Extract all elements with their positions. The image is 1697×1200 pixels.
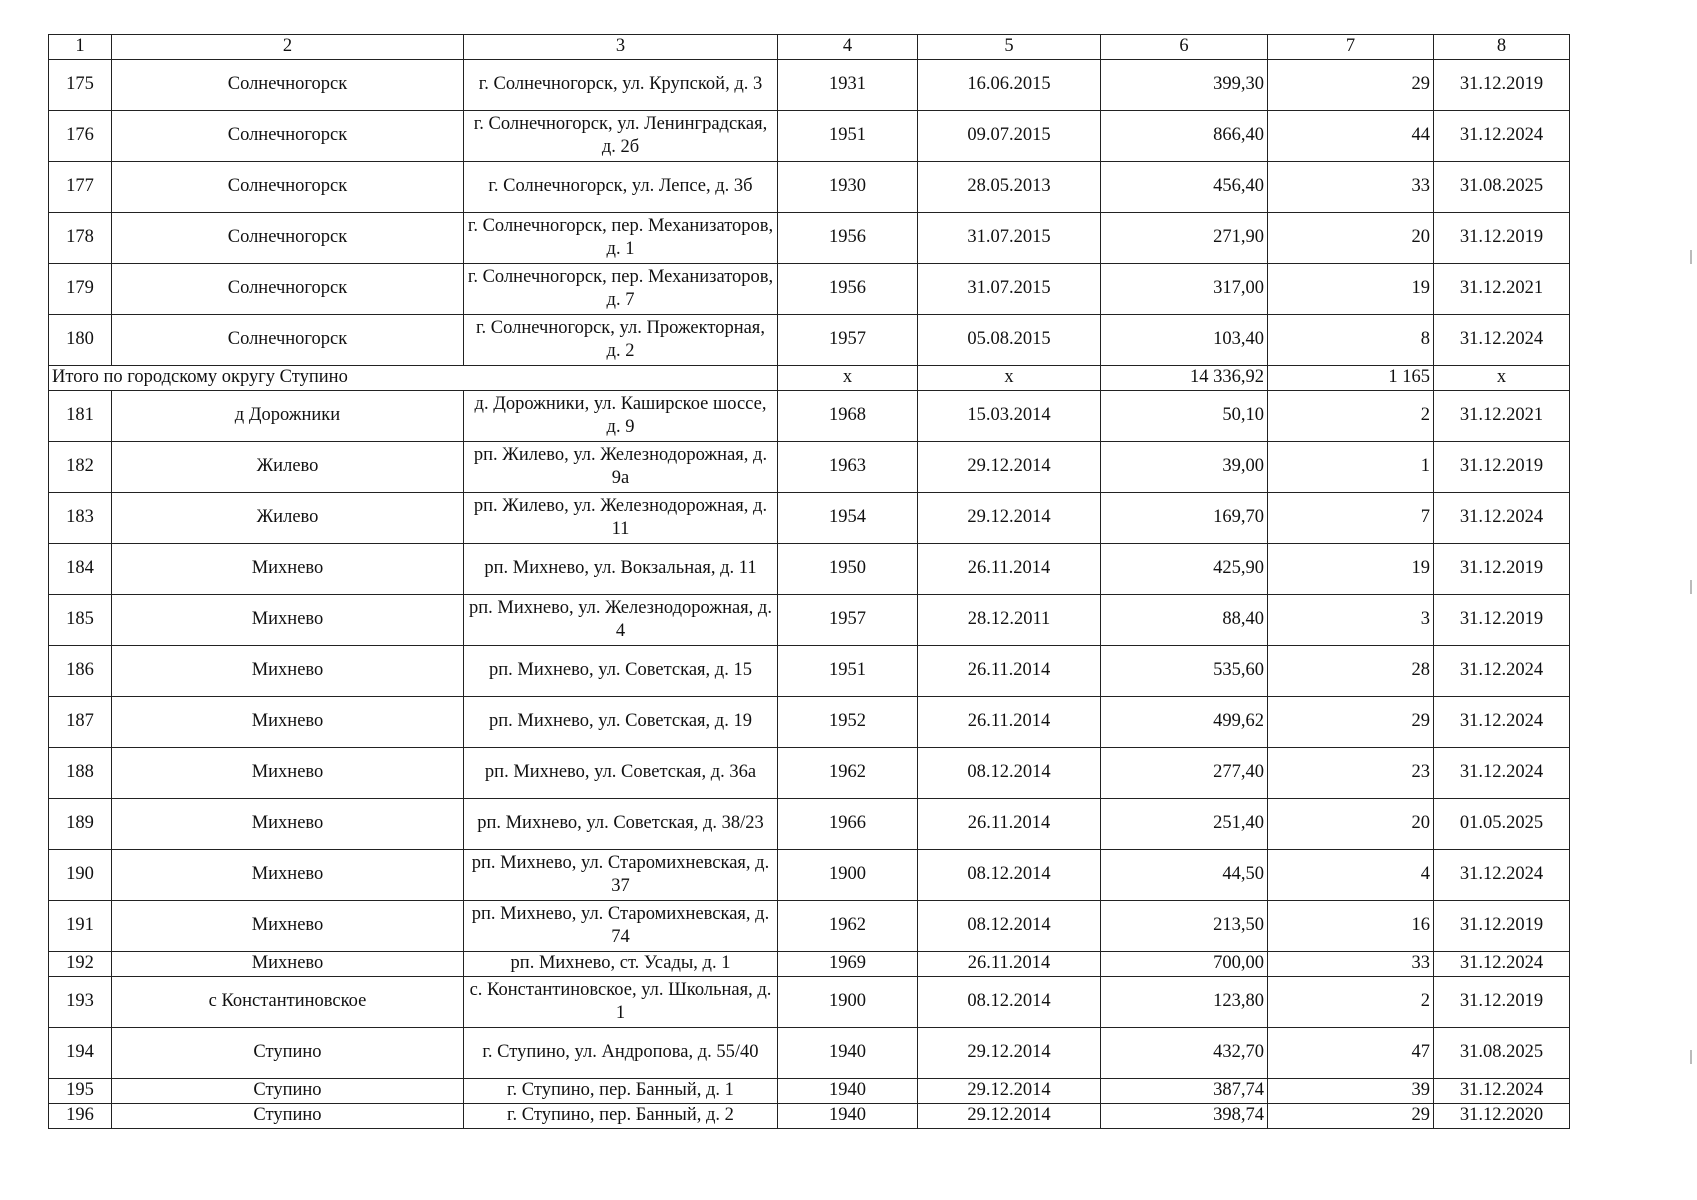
table-cell: 180 xyxy=(49,315,112,366)
table-cell: Жилево xyxy=(112,442,464,493)
table-cell: 08.12.2014 xyxy=(918,850,1101,901)
table-cell: 193 xyxy=(49,977,112,1028)
table-cell: с. Константиновское, ул. Школьная, д. 1 xyxy=(464,977,778,1028)
table-cell: рп. Михнево, ул. Советская, д. 19 xyxy=(464,697,778,748)
table-cell: 191 xyxy=(49,901,112,952)
table-cell: г. Солнечногорск, ул. Лепсе, д. 3б xyxy=(464,162,778,213)
table-cell: 31.12.2019 xyxy=(1434,977,1570,1028)
table-cell: 31.12.2019 xyxy=(1434,60,1570,111)
table-cell: Михнево xyxy=(112,697,464,748)
table-row xyxy=(49,595,1570,646)
table-cell: 499,62 xyxy=(1101,697,1268,748)
table-cell: 29.12.2014 xyxy=(918,493,1101,544)
table-cell: 425,90 xyxy=(1101,544,1268,595)
table-cell: Солнечногорск xyxy=(112,60,464,111)
table-row xyxy=(49,952,1570,977)
table-cell: г. Солнечногорск, ул. Крупской, д. 3 xyxy=(464,60,778,111)
table-cell: 399,30 xyxy=(1101,60,1268,111)
column-number-row xyxy=(49,35,1570,60)
table-cell: 28.12.2011 xyxy=(918,595,1101,646)
table-cell: рп. Михнево, ул. Вокзальная, д. 11 xyxy=(464,544,778,595)
table-cell: 29.12.2014 xyxy=(918,1104,1101,1129)
table-cell: 31.12.2019 xyxy=(1434,442,1570,493)
table-cell: 187 xyxy=(49,697,112,748)
table-cell: 23 xyxy=(1268,748,1434,799)
table-cell: Солнечногорск xyxy=(112,213,464,264)
table-cell: 26.11.2014 xyxy=(918,544,1101,595)
table-cell: рп. Михнево, ул. Железнодорожная, д. 4 xyxy=(464,595,778,646)
table-cell: д. Дорожники, ул. Каширское шоссе, д. 9 xyxy=(464,391,778,442)
table-cell: 271,90 xyxy=(1101,213,1268,264)
table-cell: 387,74 xyxy=(1101,1079,1268,1104)
table-row xyxy=(49,544,1570,595)
table-cell: 08.12.2014 xyxy=(918,748,1101,799)
table-cell: 50,10 xyxy=(1101,391,1268,442)
table-cell: 196 xyxy=(49,1104,112,1129)
table-cell: 178 xyxy=(49,213,112,264)
table-cell: 26.11.2014 xyxy=(918,952,1101,977)
table-cell: 1 xyxy=(1268,442,1434,493)
table-row xyxy=(49,977,1570,1028)
table-cell: рп. Михнево, ул. Советская, д. 38/23 xyxy=(464,799,778,850)
table-cell: рп. Михнево, ул. Старомихневская, д. 74 xyxy=(464,901,778,952)
table-cell: г. Солнечногорск, ул. Ленинградская, д. 2б xyxy=(464,111,778,162)
table-cell: 31.12.2019 xyxy=(1434,544,1570,595)
column-number-cell: 1 xyxy=(49,35,112,60)
table-cell: 1963 xyxy=(778,442,918,493)
table-cell: 19 xyxy=(1268,264,1434,315)
table-cell: 3 xyxy=(1268,595,1434,646)
table-cell: 31.12.2019 xyxy=(1434,595,1570,646)
table-cell: Солнечногорск xyxy=(112,162,464,213)
table-cell: Солнечногорск xyxy=(112,111,464,162)
table-cell: 88,40 xyxy=(1101,595,1268,646)
table-cell: 103,40 xyxy=(1101,315,1268,366)
table-cell: 535,60 xyxy=(1101,646,1268,697)
table-cell: 1956 xyxy=(778,213,918,264)
table-cell: 8 xyxy=(1268,315,1434,366)
table-cell: 175 xyxy=(49,60,112,111)
table-cell: 1962 xyxy=(778,901,918,952)
table-cell: г. Солнечногорск, пер. Механизаторов, д. 1 xyxy=(464,213,778,264)
table-cell: 15.03.2014 xyxy=(918,391,1101,442)
table-cell: г. Ступино, пер. Банный, д. 2 xyxy=(464,1104,778,1129)
table-cell: 2 xyxy=(1268,977,1434,1028)
subtotal-cell: 1 165 xyxy=(1268,366,1434,391)
table-cell: 188 xyxy=(49,748,112,799)
table-cell: 700,00 xyxy=(1101,952,1268,977)
table-cell: 31.07.2015 xyxy=(918,213,1101,264)
table-cell: 177 xyxy=(49,162,112,213)
table-cell: Михнево xyxy=(112,544,464,595)
table-cell: 184 xyxy=(49,544,112,595)
table-cell: рп. Михнево, ул. Советская, д. 15 xyxy=(464,646,778,697)
table-cell: д Дорожники xyxy=(112,391,464,442)
table-cell: 05.08.2015 xyxy=(918,315,1101,366)
table-cell: Михнево xyxy=(112,646,464,697)
table-row xyxy=(49,850,1570,901)
table-row xyxy=(49,646,1570,697)
table-cell: Ступино xyxy=(112,1028,464,1079)
table-cell: 1951 xyxy=(778,646,918,697)
table-cell: 39 xyxy=(1268,1079,1434,1104)
table-row xyxy=(49,162,1570,213)
table-cell: 16 xyxy=(1268,901,1434,952)
table-cell: 44,50 xyxy=(1101,850,1268,901)
table-cell: 1956 xyxy=(778,264,918,315)
table-cell: 29.12.2014 xyxy=(918,442,1101,493)
table-cell: 2 xyxy=(1268,391,1434,442)
table-cell: 7 xyxy=(1268,493,1434,544)
table-cell: 213,50 xyxy=(1101,901,1268,952)
column-number-cell: 4 xyxy=(778,35,918,60)
table-row xyxy=(49,1104,1570,1129)
table-cell: 31.12.2024 xyxy=(1434,1079,1570,1104)
table-row xyxy=(49,315,1570,366)
table-cell: Солнечногорск xyxy=(112,315,464,366)
table-row xyxy=(49,1028,1570,1079)
table-cell: 31.12.2024 xyxy=(1434,111,1570,162)
table-cell: Михнево xyxy=(112,901,464,952)
table-cell: 1900 xyxy=(778,850,918,901)
table-cell: 432,70 xyxy=(1101,1028,1268,1079)
table-cell: 01.05.2025 xyxy=(1434,799,1570,850)
column-number-cell: 5 xyxy=(918,35,1101,60)
table-cell: 1931 xyxy=(778,60,918,111)
table-row xyxy=(49,213,1570,264)
table-cell: 4 xyxy=(1268,850,1434,901)
table-cell: 39,00 xyxy=(1101,442,1268,493)
table-cell: 182 xyxy=(49,442,112,493)
table-cell: 398,74 xyxy=(1101,1104,1268,1129)
table-cell: 192 xyxy=(49,952,112,977)
table-cell: 31.12.2020 xyxy=(1434,1104,1570,1129)
table-row xyxy=(49,901,1570,952)
table-cell: 251,40 xyxy=(1101,799,1268,850)
table-cell: рп. Жилево, ул. Железнодорожная, д. 11 xyxy=(464,493,778,544)
table-cell: 866,40 xyxy=(1101,111,1268,162)
table-cell: 1950 xyxy=(778,544,918,595)
table-cell: 33 xyxy=(1268,952,1434,977)
table-cell: Михнево xyxy=(112,748,464,799)
column-number-cell: 8 xyxy=(1434,35,1570,60)
table-row xyxy=(49,391,1570,442)
table-cell: 1951 xyxy=(778,111,918,162)
table-cell: Михнево xyxy=(112,595,464,646)
table-cell: 08.12.2014 xyxy=(918,977,1101,1028)
table-cell: 26.11.2014 xyxy=(918,697,1101,748)
table-cell: 31.12.2021 xyxy=(1434,264,1570,315)
table-cell: 31.12.2024 xyxy=(1434,748,1570,799)
table-cell: 190 xyxy=(49,850,112,901)
subtotal-row xyxy=(49,366,1570,391)
table-cell: г. Ступино, ул. Андропова, д. 55/40 xyxy=(464,1028,778,1079)
table-cell: 29.12.2014 xyxy=(918,1028,1101,1079)
subtotal-cell: х xyxy=(1434,366,1570,391)
table-cell: 123,80 xyxy=(1101,977,1268,1028)
table-cell: Ступино xyxy=(112,1079,464,1104)
column-number-cell: 2 xyxy=(112,35,464,60)
table-cell: 44 xyxy=(1268,111,1434,162)
table-cell: 189 xyxy=(49,799,112,850)
table-cell: 47 xyxy=(1268,1028,1434,1079)
table-cell: рп. Михнево, ул. Советская, д. 36а xyxy=(464,748,778,799)
table-cell: Михнево xyxy=(112,850,464,901)
table-cell: Ступино xyxy=(112,1104,464,1129)
column-number-cell: 3 xyxy=(464,35,778,60)
document-sheet xyxy=(48,34,1570,1129)
scan-artifact xyxy=(1690,580,1692,594)
table-row xyxy=(49,697,1570,748)
table-cell: 28.05.2013 xyxy=(918,162,1101,213)
housing-register-table xyxy=(48,34,1570,1129)
table-cell: 169,70 xyxy=(1101,493,1268,544)
table-cell: 31.12.2024 xyxy=(1434,697,1570,748)
table-row xyxy=(49,264,1570,315)
table-cell: 31.12.2024 xyxy=(1434,952,1570,977)
table-cell: рп. Михнево, ст. Усады, д. 1 xyxy=(464,952,778,977)
table-cell: 1957 xyxy=(778,595,918,646)
table-cell: 1940 xyxy=(778,1028,918,1079)
table-row xyxy=(49,111,1570,162)
table-cell: 26.11.2014 xyxy=(918,799,1101,850)
table-cell: 186 xyxy=(49,646,112,697)
table-cell: 179 xyxy=(49,264,112,315)
table-cell: 195 xyxy=(49,1079,112,1104)
table-cell: 31.12.2021 xyxy=(1434,391,1570,442)
subtotal-cell: х xyxy=(778,366,918,391)
table-cell: с Константиновское xyxy=(112,977,464,1028)
table-cell: 176 xyxy=(49,111,112,162)
table-cell: 456,40 xyxy=(1101,162,1268,213)
table-cell: 1962 xyxy=(778,748,918,799)
table-cell: рп. Михнево, ул. Старомихневская, д. 37 xyxy=(464,850,778,901)
table-cell: 1940 xyxy=(778,1079,918,1104)
table-cell: 317,00 xyxy=(1101,264,1268,315)
subtotal-label: Итого по городскому округу Ступино xyxy=(49,366,778,391)
table-cell: г. Ступино, пер. Банный, д. 1 xyxy=(464,1079,778,1104)
table-cell: Михнево xyxy=(112,952,464,977)
table-cell: 29 xyxy=(1268,1104,1434,1129)
table-cell: 1952 xyxy=(778,697,918,748)
table-cell: Жилево xyxy=(112,493,464,544)
table-cell: 31.12.2024 xyxy=(1434,493,1570,544)
table-cell: 277,40 xyxy=(1101,748,1268,799)
table-cell: 1940 xyxy=(778,1104,918,1129)
table-cell: 08.12.2014 xyxy=(918,901,1101,952)
table-cell: 20 xyxy=(1268,799,1434,850)
table-cell: 1957 xyxy=(778,315,918,366)
table-row xyxy=(49,493,1570,544)
table-cell: 31.12.2024 xyxy=(1434,315,1570,366)
table-cell: 1968 xyxy=(778,391,918,442)
scan-artifact xyxy=(1690,1050,1692,1064)
table-cell: 31.12.2019 xyxy=(1434,901,1570,952)
scan-artifact xyxy=(1690,250,1692,264)
table-cell: 31.07.2015 xyxy=(918,264,1101,315)
table-cell: 20 xyxy=(1268,213,1434,264)
table-cell: 09.07.2015 xyxy=(918,111,1101,162)
table-cell: 31.12.2024 xyxy=(1434,850,1570,901)
table-cell: 1930 xyxy=(778,162,918,213)
table-cell: 31.12.2019 xyxy=(1434,213,1570,264)
table-row xyxy=(49,799,1570,850)
table-cell: 31.08.2025 xyxy=(1434,1028,1570,1079)
table-body xyxy=(49,35,1570,1129)
column-number-cell: 7 xyxy=(1268,35,1434,60)
subtotal-cell: 14 336,92 xyxy=(1101,366,1268,391)
table-cell: 19 xyxy=(1268,544,1434,595)
table-row xyxy=(49,442,1570,493)
table-cell: 181 xyxy=(49,391,112,442)
table-cell: 31.12.2024 xyxy=(1434,646,1570,697)
table-row xyxy=(49,60,1570,111)
table-cell: 31.08.2025 xyxy=(1434,162,1570,213)
table-cell: 185 xyxy=(49,595,112,646)
table-cell: 29 xyxy=(1268,60,1434,111)
table-cell: г. Солнечногорск, ул. Прожекторная, д. 2 xyxy=(464,315,778,366)
table-cell: Михнево xyxy=(112,799,464,850)
table-cell: 26.11.2014 xyxy=(918,646,1101,697)
table-cell: 29 xyxy=(1268,697,1434,748)
table-cell: 28 xyxy=(1268,646,1434,697)
table-row xyxy=(49,748,1570,799)
table-cell: 183 xyxy=(49,493,112,544)
table-cell: 1969 xyxy=(778,952,918,977)
table-cell: г. Солнечногорск, пер. Механизаторов, д. 7 xyxy=(464,264,778,315)
table-cell: 16.06.2015 xyxy=(918,60,1101,111)
table-cell: 29.12.2014 xyxy=(918,1079,1101,1104)
column-number-cell: 6 xyxy=(1101,35,1268,60)
table-cell: 1954 xyxy=(778,493,918,544)
table-cell: 33 xyxy=(1268,162,1434,213)
table-cell: 194 xyxy=(49,1028,112,1079)
table-cell: 1966 xyxy=(778,799,918,850)
table-cell: Солнечногорск xyxy=(112,264,464,315)
table-cell: рп. Жилево, ул. Железнодорожная, д. 9а xyxy=(464,442,778,493)
table-cell: 1900 xyxy=(778,977,918,1028)
table-row xyxy=(49,1079,1570,1104)
subtotal-cell: х xyxy=(918,366,1101,391)
